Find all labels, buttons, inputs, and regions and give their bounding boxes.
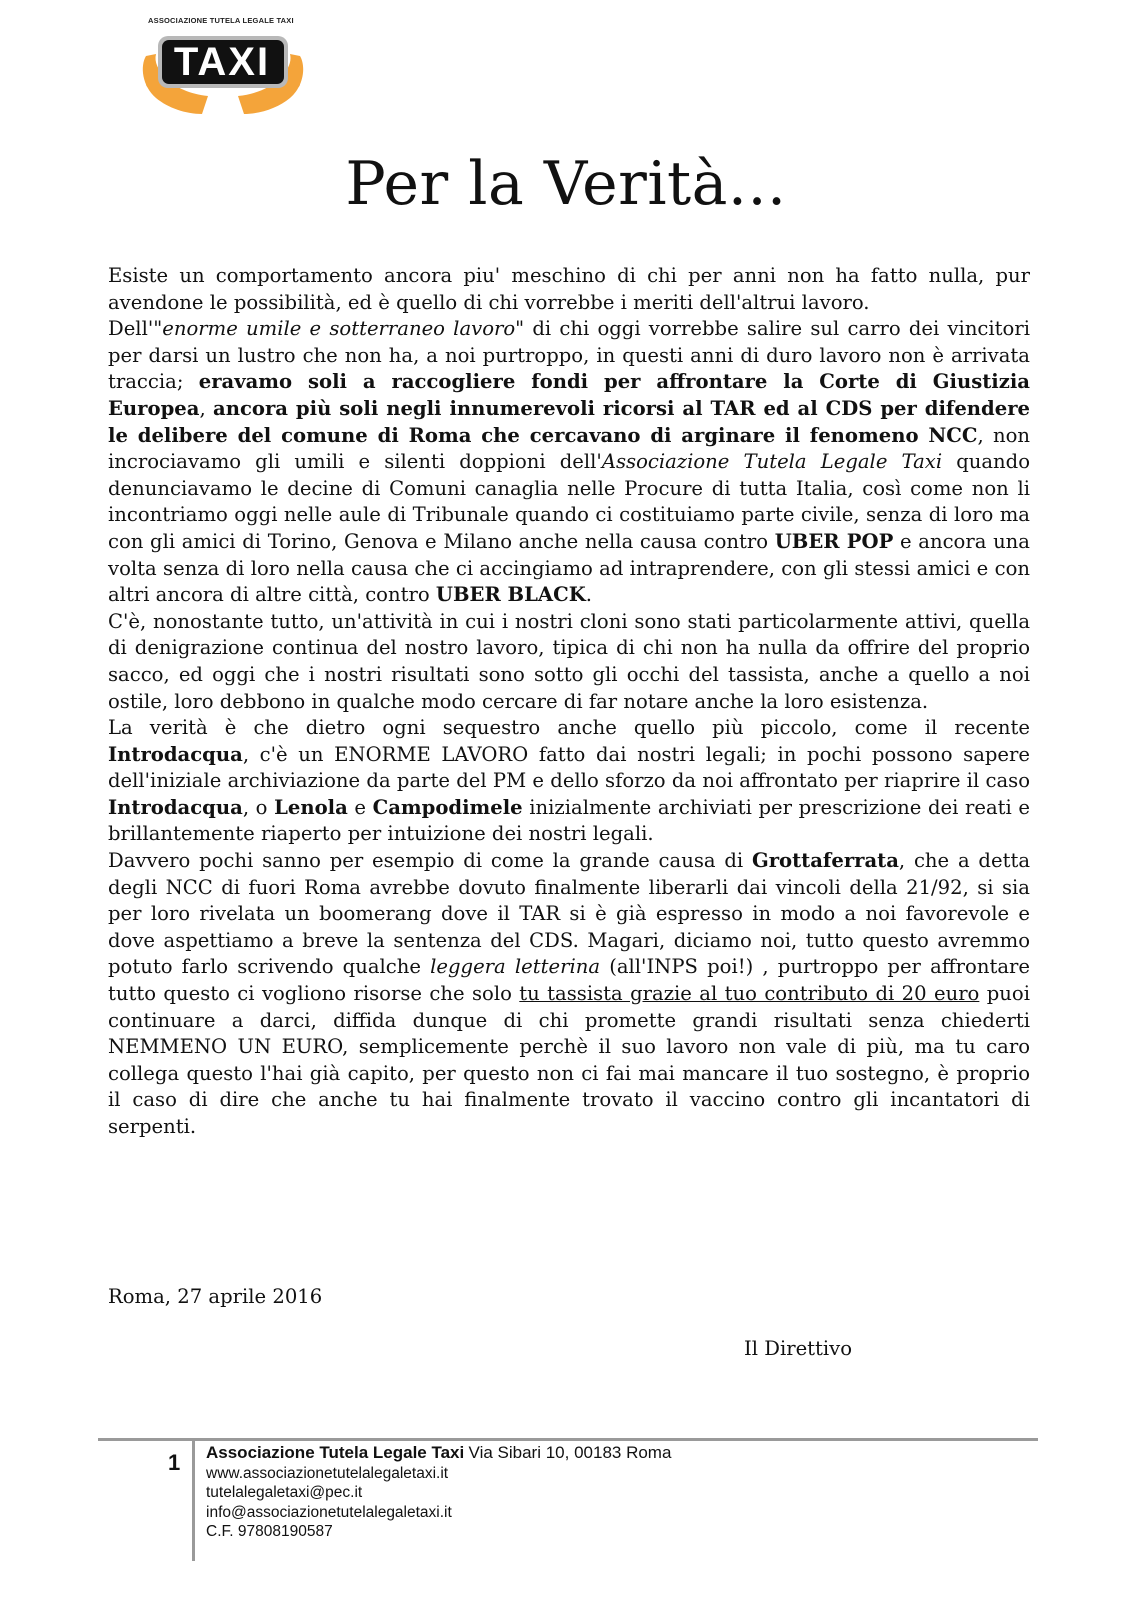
letter-signature: Il Direttivo (744, 1337, 853, 1360)
text-run: inizialmente archiviati per prescrizione dei reati e brillantemente riaperto per intuizione dei nostri legali. (108, 795, 1030, 846)
footer-divider (98, 1438, 1038, 1441)
body-paragraph (108, 316, 1030, 609)
text-run: " di chi oggi vorrebbe salire sul carro dei vincitori per darsi un lustro che non ha, a noi purtroppo, in questi anni di duro lavoro non è arrivata traccia; (108, 317, 1030, 394)
footer-cf: C.F. 97808190587 (206, 1523, 333, 1540)
footer-website: www.associazionetutelalegaletaxi.it (206, 1464, 449, 1482)
text-run: , o (242, 795, 275, 819)
text-run: Associazione Tutela Legale Taxi (601, 450, 943, 474)
footer-email: info@associazionetutelalegaletaxi.it (206, 1503, 452, 1521)
letter-body (108, 263, 1030, 1141)
letter-date: Roma, 27 aprile 2016 (108, 1285, 323, 1308)
page-title: Per la Verità... (345, 149, 787, 219)
text-run: tu tassista grazie al tuo contributo di 20 euro (519, 982, 980, 1006)
body-paragraph (108, 848, 1030, 1141)
text-run: . (585, 583, 592, 607)
text-run: , che a detta degli NCC di fuori Roma avrebbe dovuto finalmente liberarli dai vincoli della 21/92, si sia per loro rivelata un boomerang dove il TAR si è già espresso in modo a noi favorevole e dove aspettiamo a breve la sentenza del CDS. Magari, diciamo noi, tutto questo avremmo potuto farlo scrivendo qualche (108, 849, 1031, 979)
logo-caption: ASSOCIAZIONE TUTELA LEGALE TAXI (148, 16, 294, 25)
footer-org-line (206, 1443, 671, 1464)
text-run: enorme umile e sotterraneo lavoro (162, 317, 516, 341)
text-run: Introdacqua (108, 795, 243, 819)
text-run: e (347, 795, 373, 819)
text-run: , non incrociavamo gli umili e silenti doppioni dell' (108, 423, 1030, 474)
text-run: leggera letterina (430, 955, 601, 979)
page-number: 1 (168, 1450, 181, 1475)
footer-address: Via Sibari 10, 00183 Roma (468, 1443, 672, 1462)
text-run: e ancora una volta senza di loro nella causa che ci accingiamo ad intraprendere, con gli stessi amici e con altri ancora di altre città, contro (108, 529, 1030, 607)
text-run: Lenola (274, 795, 348, 819)
text-run: UBER POP (774, 529, 894, 553)
footer-pec: tutelalegaletaxi@pec.it (206, 1484, 363, 1501)
body-paragraph (108, 263, 1030, 316)
text-run: Davvero pochi sanno per esempio di come la grande causa di (108, 849, 752, 873)
text-run: Introdacqua (108, 742, 243, 766)
text-run: C'è, nonostante tutto, un'attività in cui i nostri cloni sono stati particolarmente attivi, quella di denigrazione continua del nostro lavoro, tipica di chi non ha nulla da offrire del proprio sacco, ed oggi che i nostri risultati sono sotto gli occhi del tassista, anche a quello a noi ostile, loro debbono in qualche modo cercare di far notare anche la loro esistenza. (108, 609, 1030, 713)
logo-word: TAXI (173, 40, 271, 84)
text-run: La verità è che dietro ogni sequestro anche quello più piccolo, come il recente (108, 716, 1030, 740)
text-run: , (199, 396, 214, 420)
footer-vertical-divider (192, 1441, 195, 1561)
text-run: , c'è un ENORME LAVORO fatto dai nostri legali; in pochi possono sapere dell'iniziale archiviazione da parte del PM e dello sforzo da noi affrontato per riaprire il caso (108, 742, 1030, 793)
text-run: ancora più soli negli innumerevoli ricorsi al TAR ed al CDS per difendere le delibere del comune di Roma che cercavano di arginare il fenomeno NCC (108, 396, 1030, 447)
text-run: quando denunciavamo le decine di Comuni canaglia nelle Procure di tutta Italia, così come non li incontriamo oggi nelle aule di Tribunale quando ci costituiamo parte civile, senza di loro ma con gli amici di Torino, Genova e Milano anche nella causa contro (108, 450, 1031, 553)
footer-contacts (206, 1443, 671, 1542)
text-run: eravamo soli a raccogliere fondi per affrontare la Corte di Giustizia Europea (108, 370, 1030, 420)
text-run: (all'INPS poi!) , purtroppo per affrontare tutto questo ci vogliono risorse che solo (108, 955, 1030, 1006)
body-paragraph (108, 609, 1030, 715)
text-run: UBER BLACK (435, 583, 586, 607)
text-run: puoi continuare a darci, diffida dunque di chi promette grandi risultati senza chiederti NEMMENO UN EURO, semplicemente perchè il suo lavoro non vale di più, ma tu caro collega questo l'hai già capito, per questo non ci fai mai mancare il tuo sostegno, è proprio il caso di dire che anche tu hai finalmente trovato il vaccino contro gli incantatori di serpenti. (108, 982, 1030, 1138)
body-paragraph (108, 715, 1030, 848)
text-run: Dell'" (108, 317, 163, 341)
text-run: Esiste un comportamento ancora piu' meschino di chi per anni non ha fatto nulla, pur avendone le possibilità, ed è quello di chi vorrebbe i meriti dell'altrui lavoro. (108, 264, 1030, 314)
footer-org-name: Associazione Tutela Legale Taxi (206, 1443, 465, 1462)
text-run: Grottaferrata (752, 849, 899, 873)
association-logo (138, 14, 308, 114)
text-run: Campodimele (372, 795, 523, 819)
